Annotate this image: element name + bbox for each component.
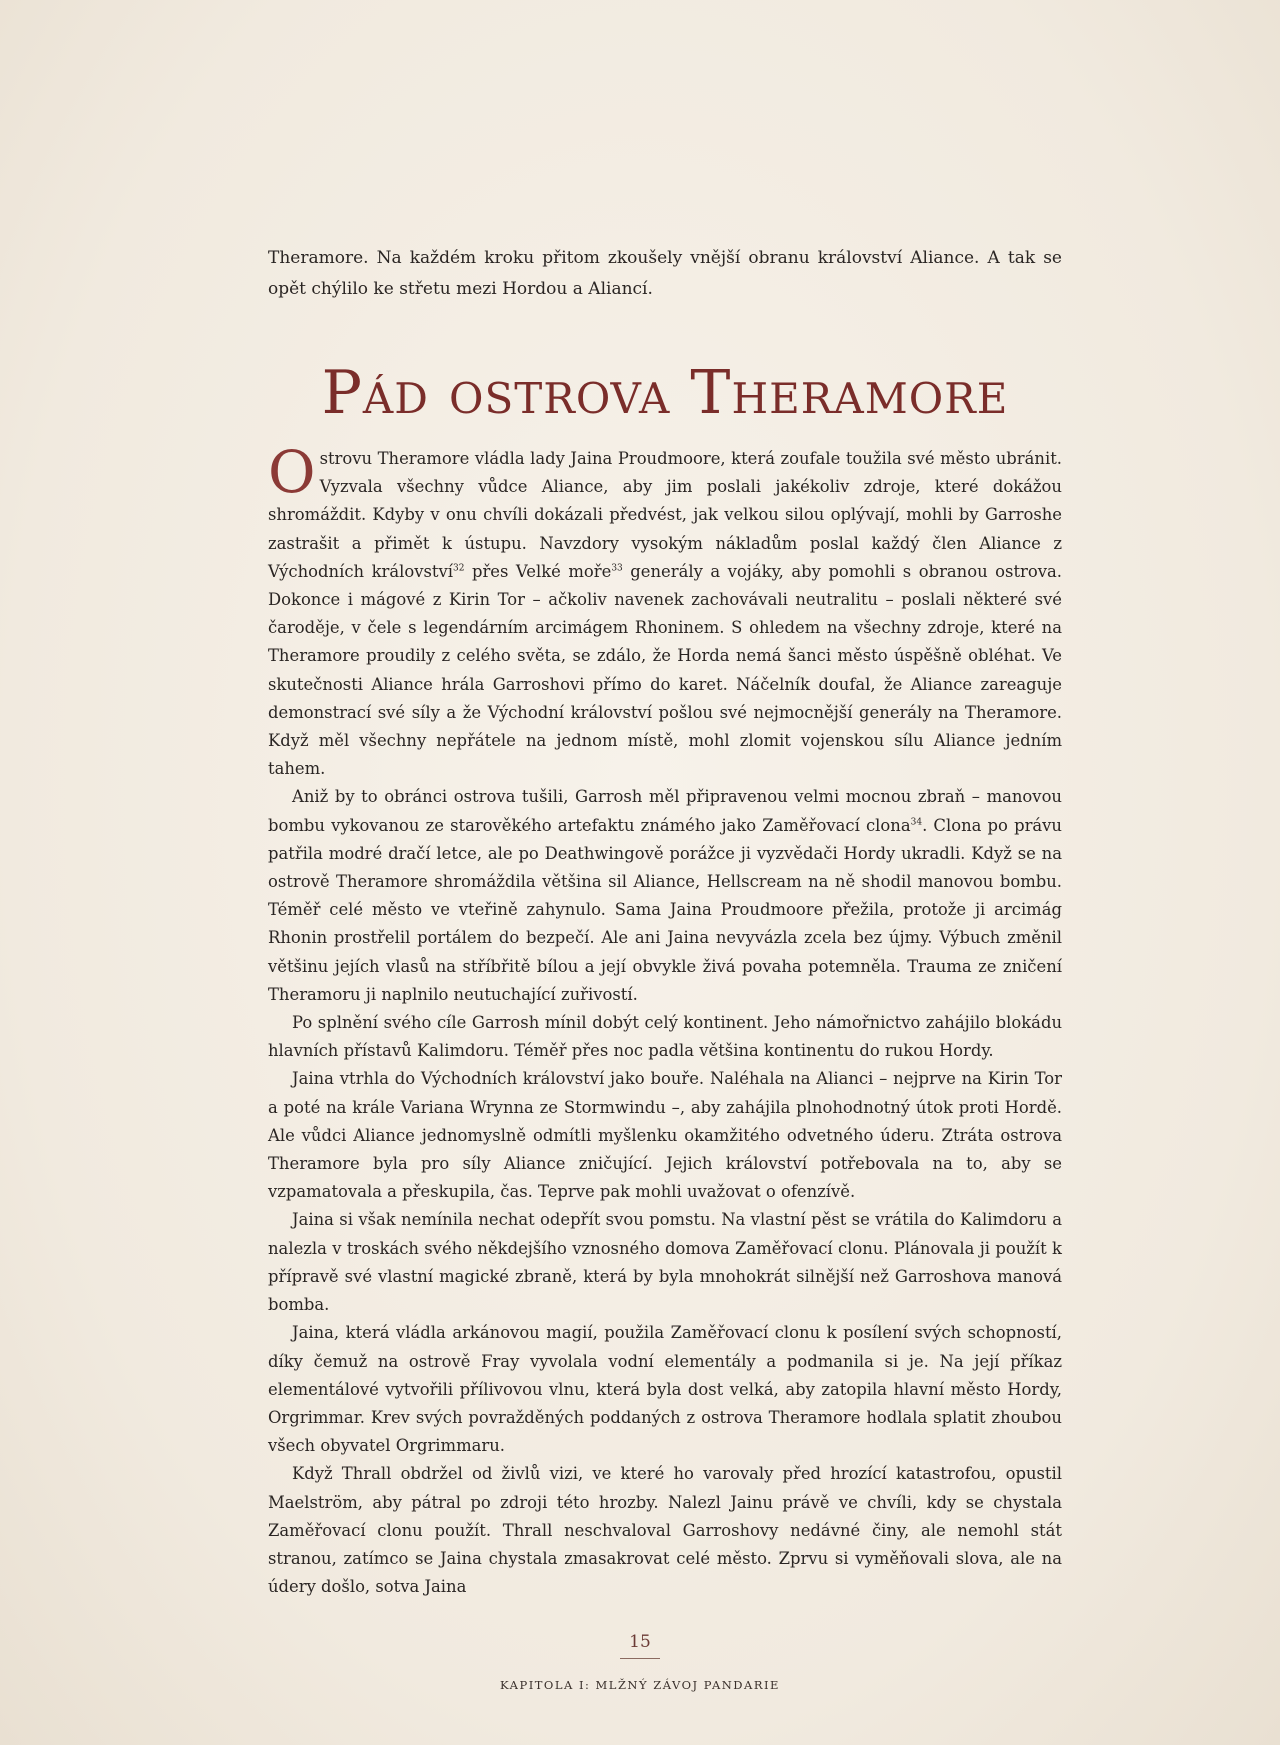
intro-paragraph: Theramore. Na každém kroku přitom zkoušely vnější obranu království Aliance. A tak se opět chýlilo ke střetu mezi Hordou a Aliancí. — [268, 248, 1062, 299]
paragraph-2-text-a: Aniž by to obránci ostrova tušili, Garrosh měl připravenou velmi mocnou zbraň – manovou bombu vykovanou ze starověkého artefaktu známého jako Zaměřovací clona — [268, 787, 1062, 835]
page-number: 15 — [629, 1632, 651, 1652]
footnote-ref-32: 32 — [453, 563, 465, 574]
paragraph-2-text-b: . Clona po právu patřila modré dračí letce, ale po Deathwingově porážce ji vyzvědači Hordy ukradli. Když se na ostrově Theramore shromáždila většina sil Aliance, Hellscream na ně shodil manovou bombu. Téměř celé město ve vteřině zahynulo. Sama Jaina Proudmoore přežila, protože ji arcimág Rhonin prostřelil portálem do bezpečí. Ale ani Jaina nevyvázla zcela bez újmy. Výbuch změnil většinu jejích vlasů na stříbřitě bílou a její obvykle živá povaha potemněla. Trauma ze zničení Theramoru ji naplnilo neutuchající zuřivostí. — [268, 815, 1062, 1004]
paragraph-7: Když Thrall obdržel od živlů vizi, ve které ho varovaly před hrozící katastrofou, opustil Maelström, aby pátral po zdroji této hrozby. Nalezl Jainu právě ve chvíli, kdy se chystala Zaměřovací clonu použít. Thrall neschvaloval Garroshovy nedávné činy, ale nemohl stát stranou, zatímco se Jaina chystala zmasakrovat celé město. Zprvu si vyměňovali slova, ale na údery došlo, sotva Jaina — [268, 1464, 1062, 1597]
paragraph-3: Po splnění svého cíle Garrosh mínil dobýt celý kontinent. Jeho námořnictvo zahájilo blokádu hlavních přístavů Kalimdoru. Téměř přes noc padla většina kontinentu do rukou Hordy. — [268, 1013, 1062, 1061]
paragraph-1-text-c: generály a vojáky, aby pomohli s obranou ostrova. Dokonce i mágové z Kirin Tor – ačkoliv navenek zachovávali neutralitu – poslali některé své čaroděje, v čele s legendárním arcimágem Rhoninem. S ohledem na všechny zdroje, které na Theramore proudily z celého světa, se zdálo, že Horda nemá šanci město úspěšně obléhat. Ve skutečnosti Aliance hrála Garroshovi přímo do karet. Náčelník doufal, že Aliance zareaguje demonstrací své síly a že Východní království pošlou své nejmocnější generály na Theramore. Když měl všechny nepřátele na jednom místě, mohl zlomit vojenskou sílu Aliance jedním tahem. — [268, 561, 1062, 779]
paragraph-6: Jaina, která vládla arkánovou magií, použila Zaměřovací clonu k posílení svých schopností, díky čemuž na ostrově Fray vyvolala vodní elementály a podmanila si je. Na její příkaz elementálové vytvořili přílivovou vlnu, která byla dost velká, aby zatopila hlavní město Hordy, Orgrimmar. Krev svých povražděných poddaných z ostrova Theramore hodlala splatit zhoubou všech obyvatel Orgrimmaru. — [268, 1323, 1062, 1456]
paragraph-1 — [268, 438, 1062, 783]
footnote-ref-34: 34 — [910, 817, 923, 828]
body-text — [268, 438, 1062, 1601]
paragraph-1-text-a: strovu Theramore vládla lady Jaina Proudmoore, která zoufale toužila své město ubránit. Vyzvala všechny vůdce Aliance, aby jim poslali jakékoliv zdroje, které dokážou shromáždit. Kdyby v onu chvíli dokázali předvést, jak velkou silou oplývají, mohli by Garroshe zastrašit a přimět k ústupu. Navzdory vysokým nákladům poslal každý člen Aliance z Východních království — [268, 449, 1062, 581]
section-title: Pád ostrova Theramore — [321, 358, 1009, 428]
paragraph-2 — [268, 783, 1062, 1009]
paragraph-5: Jaina si však nemínila nechat odepřít svou pomstu. Na vlastní pěst se vrátila do Kalimdoru a nalezla v troskách svého někdejšího vznosného domova Zaměřovací clonu. Plánovala ji použít k přípravě své vlastní magické zbraně, která by byla mnohokrát silnější než Garroshova manová bomba. — [268, 1210, 1062, 1315]
drop-cap: O — [268, 438, 316, 506]
paragraph-4: Jaina vtrhla do Východních království jako bouře. Naléhala na Alianci – nejprve na Kirin Tor a poté na krále Variana Wrynna ze Stormwindu –, aby zahájila plnohodnotný útok proti Hordě. Ale vůdci Aliance jednomyslně odmítli myšlenku okamžitého odvetného úderu. Ztráta ostrova Theramore byla pro síly Aliance zničující. Jejich království potřebovala na to, aby se vzpamatovala a přeskupila, čas. Teprve pak mohli uvažovat o ofenzívě. — [268, 1069, 1062, 1202]
footnote-ref-33: 33 — [611, 563, 623, 574]
paragraph-1-text-b: přes Velké moře — [464, 561, 612, 581]
folio-divider — [620, 1658, 660, 1659]
running-footer: KAPITOLA I: MLŽNÝ ZÁVOJ PANDARIE — [500, 1678, 780, 1692]
